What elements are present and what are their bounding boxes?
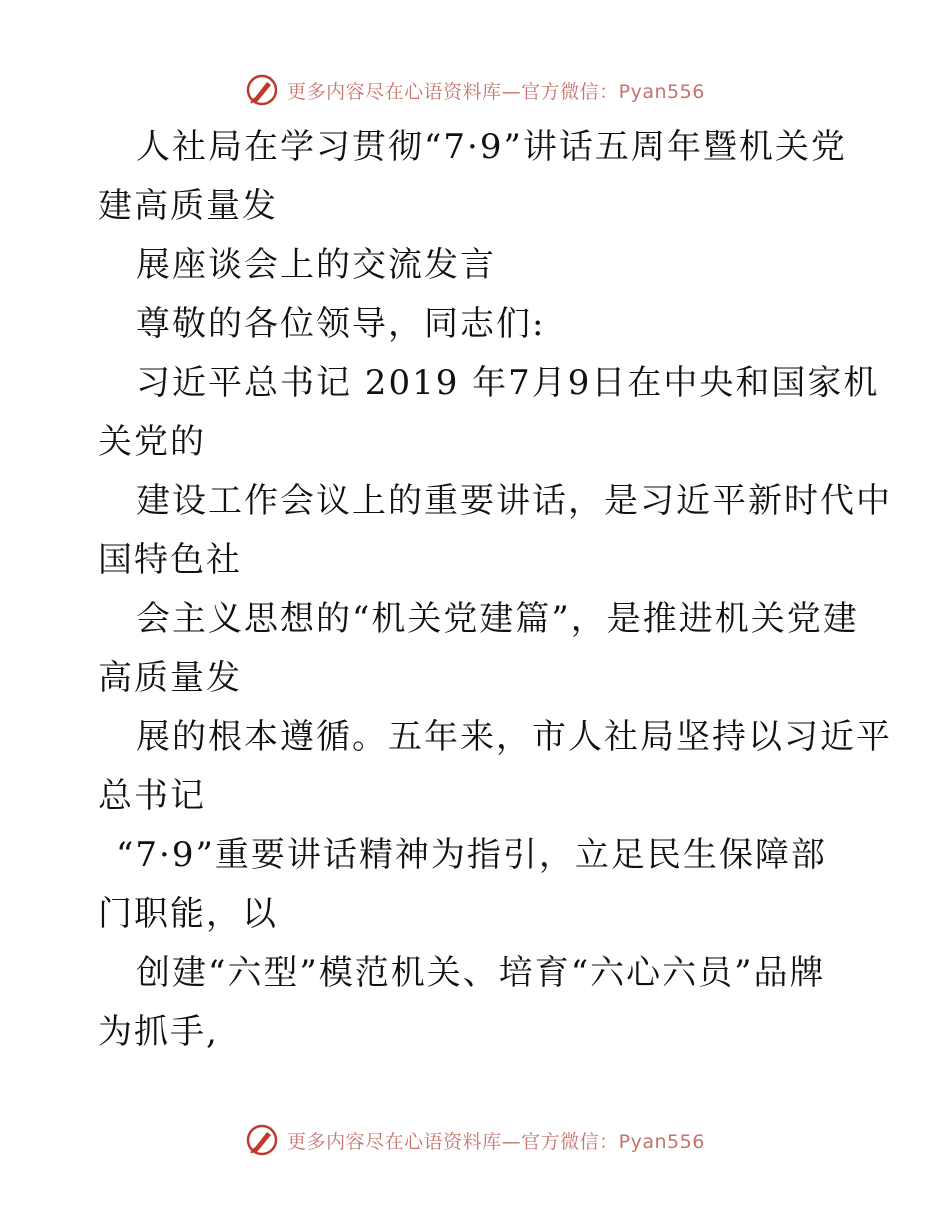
quill-pen-logo-icon xyxy=(245,73,279,107)
text-line: 会主义思想的“机关党建篇”，是推进机关党建 xyxy=(136,599,859,639)
text-line: 习近平总书记 2019 年7月9日在中央和国家机 xyxy=(136,363,880,403)
text-line: 关党的 xyxy=(98,422,206,462)
text-line: 建高质量发 xyxy=(98,186,278,226)
text-line: 人社局在学习贯彻“7·9”讲话五周年暨机关党 xyxy=(136,127,847,167)
text-line: 展的根本遵循。五年来，市人社局坚持以习近平 xyxy=(136,717,892,757)
footer-watermark-banner xyxy=(0,1118,950,1162)
text-line: 总书记 xyxy=(98,776,206,816)
quill-pen-logo-icon xyxy=(245,1123,279,1157)
text-line: 创建“六型”模范机关、培育“六心六员”品牌 xyxy=(136,953,826,993)
text-line: 高质量发 xyxy=(98,658,242,698)
watermark-text: 更多内容尽在心语资料库—官方微信：Pyan556 xyxy=(287,1130,705,1153)
salutation: 尊敬的各位领导，同志们: xyxy=(136,304,546,344)
text-line: 为抓手, xyxy=(98,1012,219,1052)
text-line: “7·9”重要讲话精神为指引，立足民生保障部 xyxy=(116,835,827,875)
watermark-text: 更多内容尽在心语资料库—官方微信：Pyan556 xyxy=(287,80,705,103)
document-body xyxy=(98,118,892,1062)
text-line: 展座谈会上的交流发言 xyxy=(136,245,496,285)
header-watermark-banner xyxy=(0,68,950,112)
text-line: 国特色社 xyxy=(98,540,242,580)
text-line: 建设工作会议上的重要讲话，是习近平新时代中 xyxy=(136,481,892,521)
text-line: 门职能，以 xyxy=(98,894,278,934)
